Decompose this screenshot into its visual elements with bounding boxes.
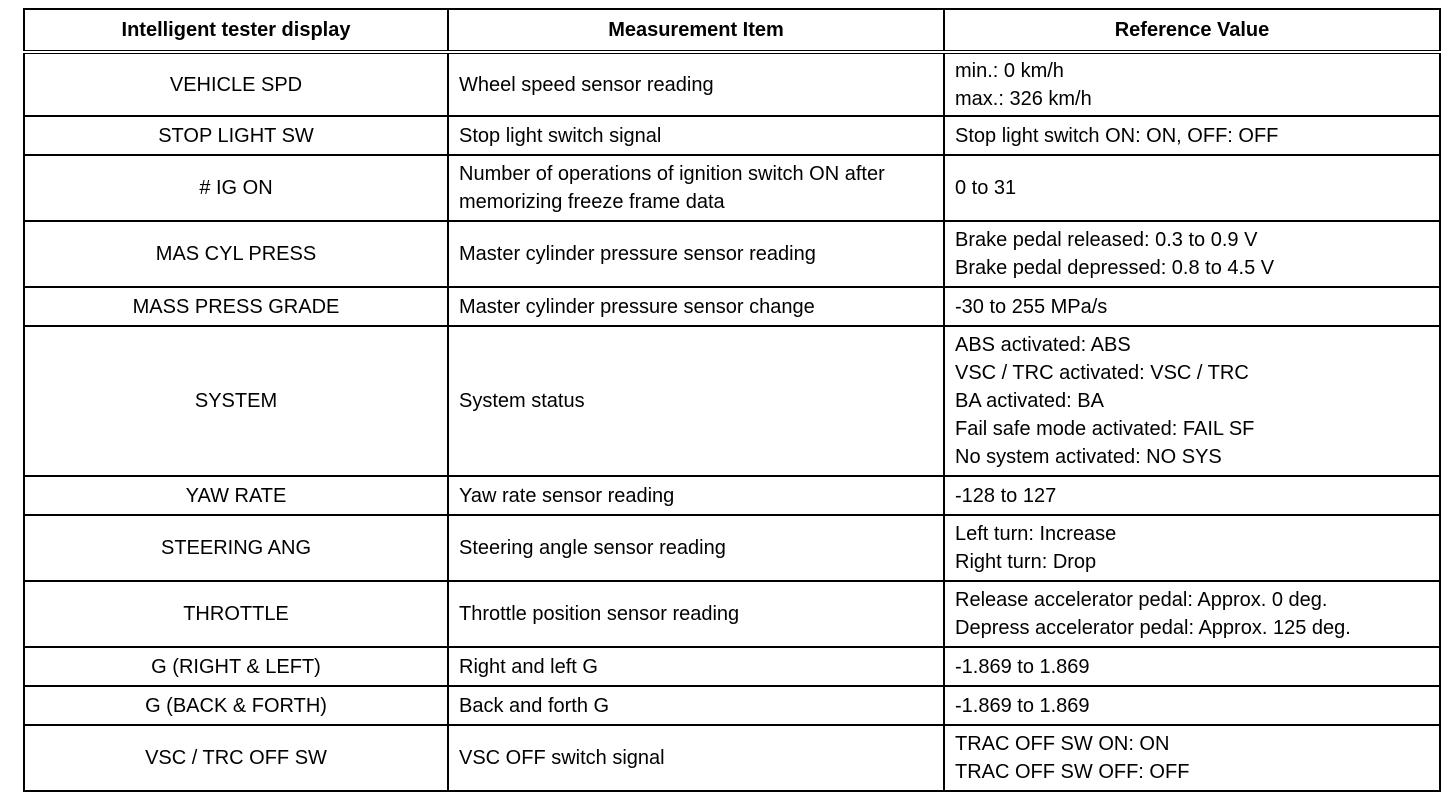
reference-value-line: Depress accelerator pedal: Approx. 125 deg. (955, 617, 1351, 639)
reference-value-line: Right turn: Drop (955, 551, 1097, 573)
table-row (24, 221, 1440, 287)
tester-display-cell: STOP LIGHT SW (24, 116, 448, 155)
header-measurement-item: Measurement Item (448, 9, 944, 52)
measurement-item-cell (448, 326, 944, 476)
measurement-item-line: Steering angle sensor reading (459, 537, 726, 559)
table-row (24, 647, 1440, 686)
reference-value-cell (944, 52, 1440, 116)
reference-value-cell (944, 116, 1440, 155)
measurement-item-line: memorizing freeze frame data (459, 191, 725, 213)
header-reference-value: Reference Value (944, 9, 1440, 52)
header-row (24, 9, 1440, 52)
reference-value-line: -128 to 127 (955, 484, 1057, 507)
table-row (24, 515, 1440, 581)
reference-value-cell (944, 287, 1440, 326)
reference-value-line: No system activated: NO SYS (955, 446, 1222, 468)
measurement-item-cell (448, 476, 944, 515)
tester-display-cell: SYSTEM (24, 326, 448, 476)
reference-value-line: Brake pedal depressed: 0.8 to 4.5 V (955, 257, 1275, 279)
reference-value-cell (944, 581, 1440, 647)
measurement-item-cell (448, 155, 944, 221)
measurement-item-line: Stop light switch signal (459, 124, 662, 147)
tester-display-cell: VEHICLE SPD (24, 52, 448, 116)
tester-display-cell: MASS PRESS GRADE (24, 287, 448, 326)
measurement-item-line: Number of operations of ignition switch ON after (459, 163, 885, 185)
measurement-item-line: Throttle position sensor reading (459, 603, 740, 625)
reference-value-cell (944, 515, 1440, 581)
measurement-item-cell (448, 686, 944, 725)
measurement-item-cell (448, 515, 944, 581)
measurement-item-line: Right and left G (459, 655, 598, 678)
reference-value-line: 0 to 31 (955, 177, 1017, 199)
reference-value-line: max.: 326 km/h (955, 87, 1092, 110)
table-row (24, 116, 1440, 155)
reference-value-cell (944, 221, 1440, 287)
measurement-item-line: VSC OFF switch signal (459, 747, 665, 769)
table-row (24, 52, 1440, 116)
measurement-item-line: Back and forth G (459, 694, 610, 717)
measurement-item-line: System status (459, 390, 585, 412)
reference-value-cell (944, 647, 1440, 686)
tester-display-cell: STEERING ANG (24, 515, 448, 581)
reference-value-cell (944, 476, 1440, 515)
measurement-item-line: Yaw rate sensor reading (459, 484, 675, 507)
reference-value-line: TRAC OFF SW ON: ON (955, 733, 1170, 755)
measurement-item-cell (448, 116, 944, 155)
reference-value-cell (944, 725, 1440, 791)
measurement-item-line: Wheel speed sensor reading (459, 73, 714, 96)
reference-value-line: Stop light switch ON: ON, OFF: OFF (955, 124, 1279, 147)
tester-display-cell: VSC / TRC OFF SW (24, 725, 448, 791)
table-row (24, 686, 1440, 725)
reference-value-line: ABS activated: ABS (955, 334, 1131, 356)
reference-value-line: TRAC OFF SW OFF: OFF (955, 761, 1190, 783)
tester-display-cell: # IG ON (24, 155, 448, 221)
reference-value-line: BA activated: BA (955, 390, 1104, 412)
table-row (24, 155, 1440, 221)
tester-display-cell: YAW RATE (24, 476, 448, 515)
table-row (24, 287, 1440, 326)
reference-value-line: VSC / TRC activated: VSC / TRC (955, 362, 1249, 384)
measurement-item-cell (448, 221, 944, 287)
measurement-item-cell (448, 52, 944, 116)
reference-value-line: Release accelerator pedal: Approx. 0 deg. (955, 589, 1328, 611)
reference-value-line: Brake pedal released: 0.3 to 0.9 V (955, 229, 1258, 251)
table-header (24, 9, 1440, 52)
header-tester-display: Intelligent tester display (24, 9, 448, 52)
reference-value-cell (944, 326, 1440, 476)
tester-display-cell: G (BACK & FORTH) (24, 686, 448, 725)
table-row (24, 476, 1440, 515)
reference-value-line: min.: 0 km/h (955, 59, 1064, 82)
tester-display-cell: THROTTLE (24, 581, 448, 647)
reference-value-cell (944, 686, 1440, 725)
reference-value-line: Left turn: Increase (955, 523, 1117, 545)
tester-display-cell: MAS CYL PRESS (24, 221, 448, 287)
table-row (24, 326, 1440, 476)
table-body (24, 52, 1440, 791)
reference-value-cell (944, 155, 1440, 221)
measurement-item-cell (448, 287, 944, 326)
reference-value-line: -1.869 to 1.869 (955, 694, 1090, 717)
data-list-table (23, 8, 1441, 792)
measurement-item-cell (448, 647, 944, 686)
reference-value-line: -1.869 to 1.869 (955, 655, 1090, 678)
reference-value-line: -30 to 255 MPa/s (955, 295, 1108, 318)
table-row (24, 725, 1440, 791)
reference-value-line: Fail safe mode activated: FAIL SF (955, 418, 1255, 440)
measurement-item-line: Master cylinder pressure sensor reading (459, 243, 816, 265)
measurement-item-line: Master cylinder pressure sensor change (459, 295, 815, 318)
tester-display-cell: G (RIGHT & LEFT) (24, 647, 448, 686)
measurement-item-cell (448, 725, 944, 791)
table-row (24, 581, 1440, 647)
measurement-item-cell (448, 581, 944, 647)
